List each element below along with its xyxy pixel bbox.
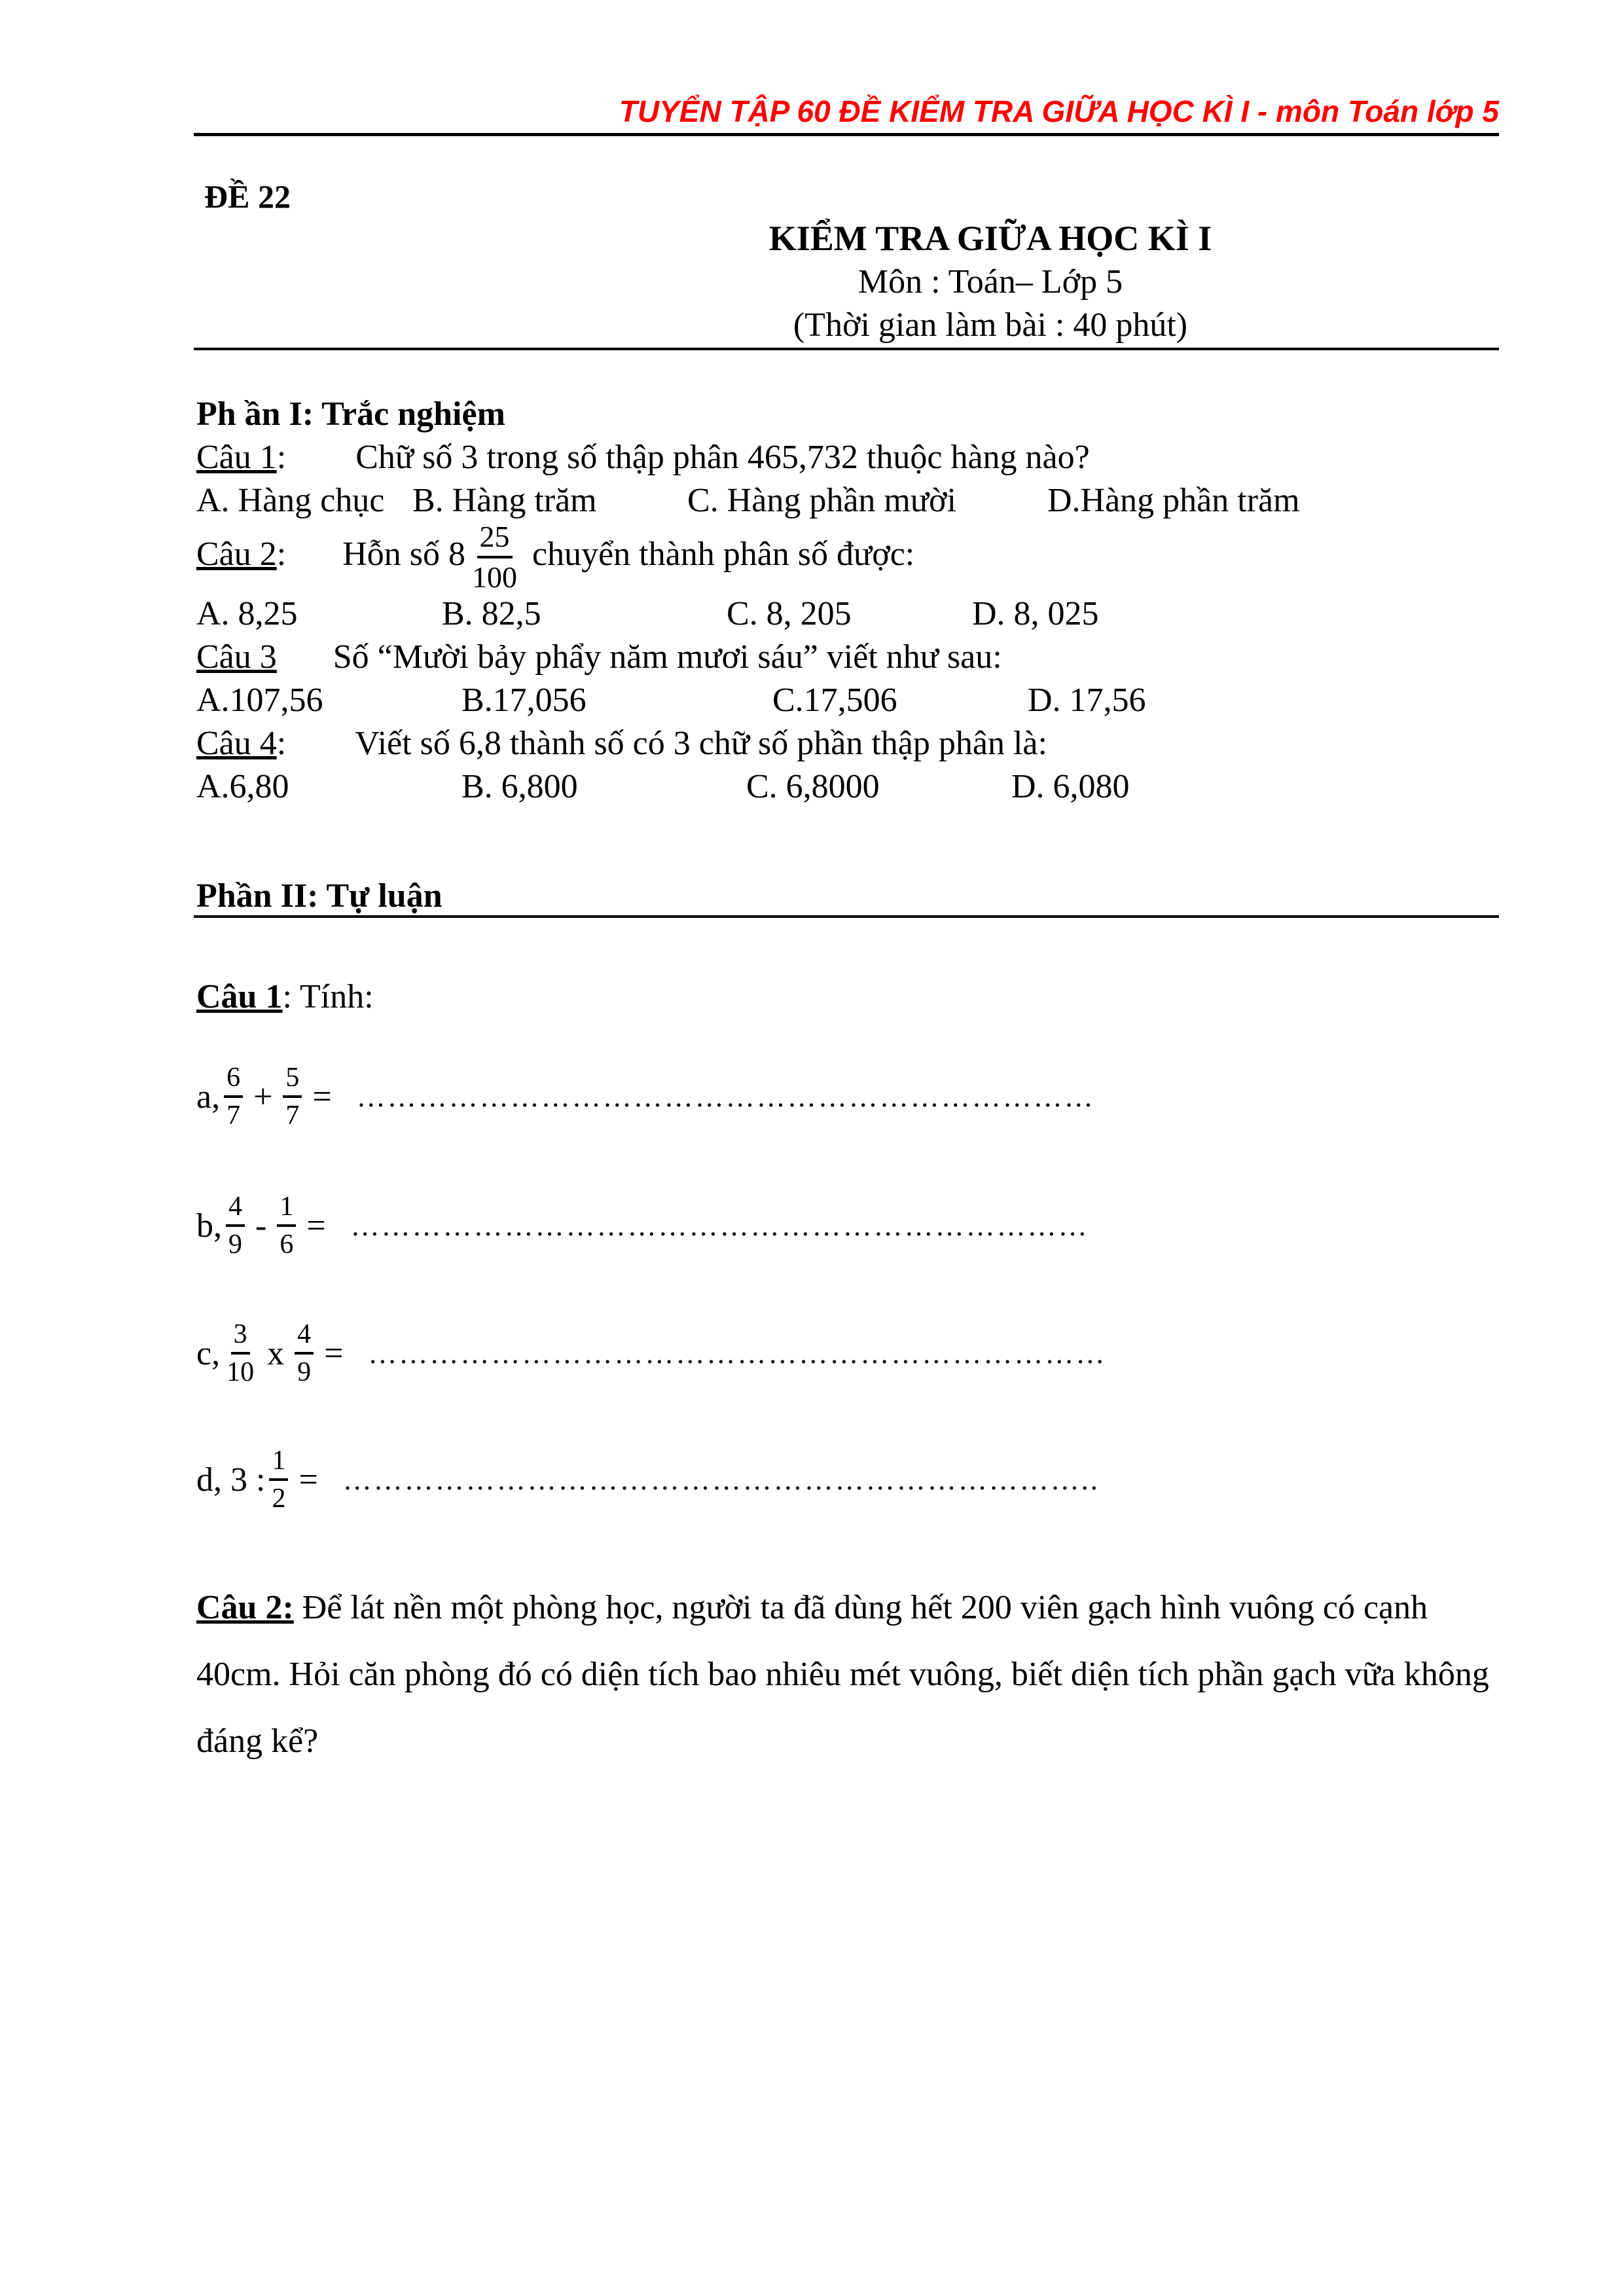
option-d[interactable]: D. 17,56 bbox=[1028, 682, 1146, 720]
answer-options bbox=[196, 592, 1499, 636]
question-label-sep: : bbox=[276, 536, 287, 573]
exam-subject: Môn : Toán– Lớp 5 bbox=[857, 263, 1123, 301]
answer-blank[interactable]: ……………………………………………………………… bbox=[356, 1080, 1095, 1113]
denominator: 100 bbox=[472, 560, 518, 594]
fraction bbox=[226, 1193, 245, 1258]
numerator: 6 bbox=[224, 1064, 243, 1098]
question-label: Câu 1 bbox=[196, 439, 277, 476]
option-b[interactable]: B. 82,5 bbox=[442, 595, 541, 633]
answer-options bbox=[196, 479, 1499, 522]
operator: x bbox=[267, 1334, 285, 1372]
exam-number: ĐỀ 22 bbox=[204, 178, 291, 215]
question-label: Câu 3 bbox=[196, 638, 277, 676]
calc-prefix: d, 3 : bbox=[196, 1461, 266, 1499]
fraction bbox=[277, 1193, 296, 1258]
running-header: TUYỂN TẬP 60 ĐỀ KIỂM TRA GIỮA HỌC KÌ I - môn Toán lớp 5 bbox=[619, 94, 1499, 128]
fraction bbox=[269, 1447, 288, 1512]
question-text: Viết số 6,8 thành số có 3 chữ số phần thập phân là: bbox=[355, 725, 1047, 763]
numerator: 4 bbox=[295, 1321, 314, 1355]
option-c[interactable]: C. 8, 205 bbox=[727, 595, 852, 633]
numerator: 1 bbox=[277, 1193, 296, 1227]
calc-prefix: c, bbox=[196, 1334, 221, 1372]
fraction bbox=[224, 1064, 243, 1129]
part2-heading: Phần II: Tự luận bbox=[196, 877, 442, 915]
option-a[interactable]: A. 8,25 bbox=[196, 595, 298, 633]
numerator: 3 bbox=[231, 1321, 250, 1355]
option-b[interactable]: B. Hàng trăm bbox=[412, 482, 597, 519]
calc-item-c bbox=[196, 1321, 1106, 1386]
part2-q1-heading bbox=[196, 975, 1499, 1019]
question-label: Câu 1 bbox=[196, 978, 283, 1015]
denominator: 10 bbox=[226, 1357, 255, 1387]
part1-question-3 bbox=[196, 636, 1499, 679]
calc-prefix: a, bbox=[196, 1078, 221, 1116]
answer-blank[interactable]: ……………………………………………………………… bbox=[368, 1337, 1107, 1370]
option-b[interactable]: B.17,056 bbox=[461, 682, 586, 720]
exam-title: KIỂM TRA GIỮA HỌC KÌ I bbox=[768, 219, 1212, 258]
fraction bbox=[283, 1064, 302, 1129]
calc-item-a bbox=[196, 1064, 1095, 1129]
operator: - bbox=[255, 1207, 267, 1245]
option-a[interactable]: A.107,56 bbox=[196, 682, 323, 720]
answer-blank[interactable]: ……………………………………………………………… bbox=[350, 1209, 1089, 1242]
question-text-after: chuyển thành phân số được: bbox=[532, 536, 915, 573]
exam-duration: (Thời gian làm bài : 40 phút) bbox=[793, 306, 1188, 344]
part1-question-1 bbox=[196, 436, 1499, 479]
title-block bbox=[194, 216, 1499, 347]
question-label-sep: : bbox=[276, 439, 287, 476]
part2-rule bbox=[194, 915, 1499, 918]
denominator: 9 bbox=[297, 1357, 312, 1387]
question-label: Câu 2 bbox=[196, 536, 277, 573]
part1-question-4 bbox=[196, 722, 1499, 765]
question-text: Để lát nền một phòng học, người ta đã dùng hết 200 viên gạch hình vuông có cạnh 40cm. Hỏi căn phòng đó có diện tích bao nhiêu mét vuông, biết diện tích phần gạch vữa không đáng kể? bbox=[196, 1589, 1489, 1760]
denominator: 7 bbox=[226, 1101, 241, 1131]
part2-section bbox=[196, 875, 1499, 918]
numerator: 25 bbox=[477, 522, 513, 558]
equals-sign: = bbox=[306, 1207, 326, 1245]
fraction bbox=[295, 1321, 314, 1386]
answer-options bbox=[196, 765, 1499, 809]
question-text: Số “Mười bảy phẩy năm mươi sáu” viết như sau: bbox=[333, 638, 1002, 676]
fraction bbox=[224, 1321, 257, 1386]
part2-question-2 bbox=[196, 1575, 1499, 1775]
equals-sign: = bbox=[312, 1078, 332, 1116]
title-rule bbox=[194, 348, 1499, 350]
mixed-fraction bbox=[469, 522, 520, 592]
denominator: 7 bbox=[285, 1101, 300, 1131]
calc-item-d bbox=[196, 1447, 1100, 1512]
option-d[interactable]: D. 8, 025 bbox=[972, 595, 1099, 633]
calc-item-b bbox=[196, 1193, 1089, 1258]
option-c[interactable]: C. 6,8000 bbox=[746, 768, 880, 806]
equals-sign: = bbox=[298, 1461, 318, 1499]
calc-prefix: b, bbox=[196, 1207, 222, 1245]
question-text: : Tính: bbox=[282, 978, 374, 1015]
part1-question-2 bbox=[196, 519, 1499, 592]
operator: + bbox=[253, 1078, 273, 1116]
denominator: 9 bbox=[228, 1230, 242, 1260]
header-rule bbox=[194, 133, 1499, 136]
option-c[interactable]: C.17,506 bbox=[772, 682, 897, 720]
question-label: Câu 2: bbox=[196, 1589, 294, 1626]
numerator: 5 bbox=[283, 1064, 302, 1098]
equals-sign: = bbox=[324, 1334, 344, 1372]
question-label: Câu 4 bbox=[196, 725, 277, 763]
answer-options bbox=[196, 679, 1499, 722]
option-b[interactable]: B. 6,800 bbox=[461, 768, 578, 806]
option-a[interactable]: A.6,80 bbox=[196, 768, 289, 806]
option-d[interactable]: D. 6,080 bbox=[1011, 768, 1130, 806]
answer-blank[interactable]: ……………………………………………………………….. bbox=[342, 1463, 1100, 1496]
question-text: Hỗn số 8 bbox=[342, 536, 466, 573]
option-d[interactable]: D.Hàng phần trăm bbox=[1047, 482, 1300, 519]
question-label-sep: : bbox=[276, 725, 287, 763]
numerator: 1 bbox=[269, 1447, 288, 1481]
denominator: 6 bbox=[280, 1230, 294, 1260]
part1-section bbox=[196, 393, 1499, 809]
numerator: 4 bbox=[226, 1193, 245, 1227]
question-text: Chữ số 3 trong số thập phân 465,732 thuộc hàng nào? bbox=[355, 439, 1090, 476]
denominator: 2 bbox=[272, 1484, 286, 1514]
part1-heading: Ph ần I: Trắc nghiệm bbox=[196, 395, 505, 433]
option-c[interactable]: C. Hàng phần mười bbox=[687, 482, 956, 519]
option-a[interactable]: A. Hàng chục bbox=[196, 482, 385, 519]
